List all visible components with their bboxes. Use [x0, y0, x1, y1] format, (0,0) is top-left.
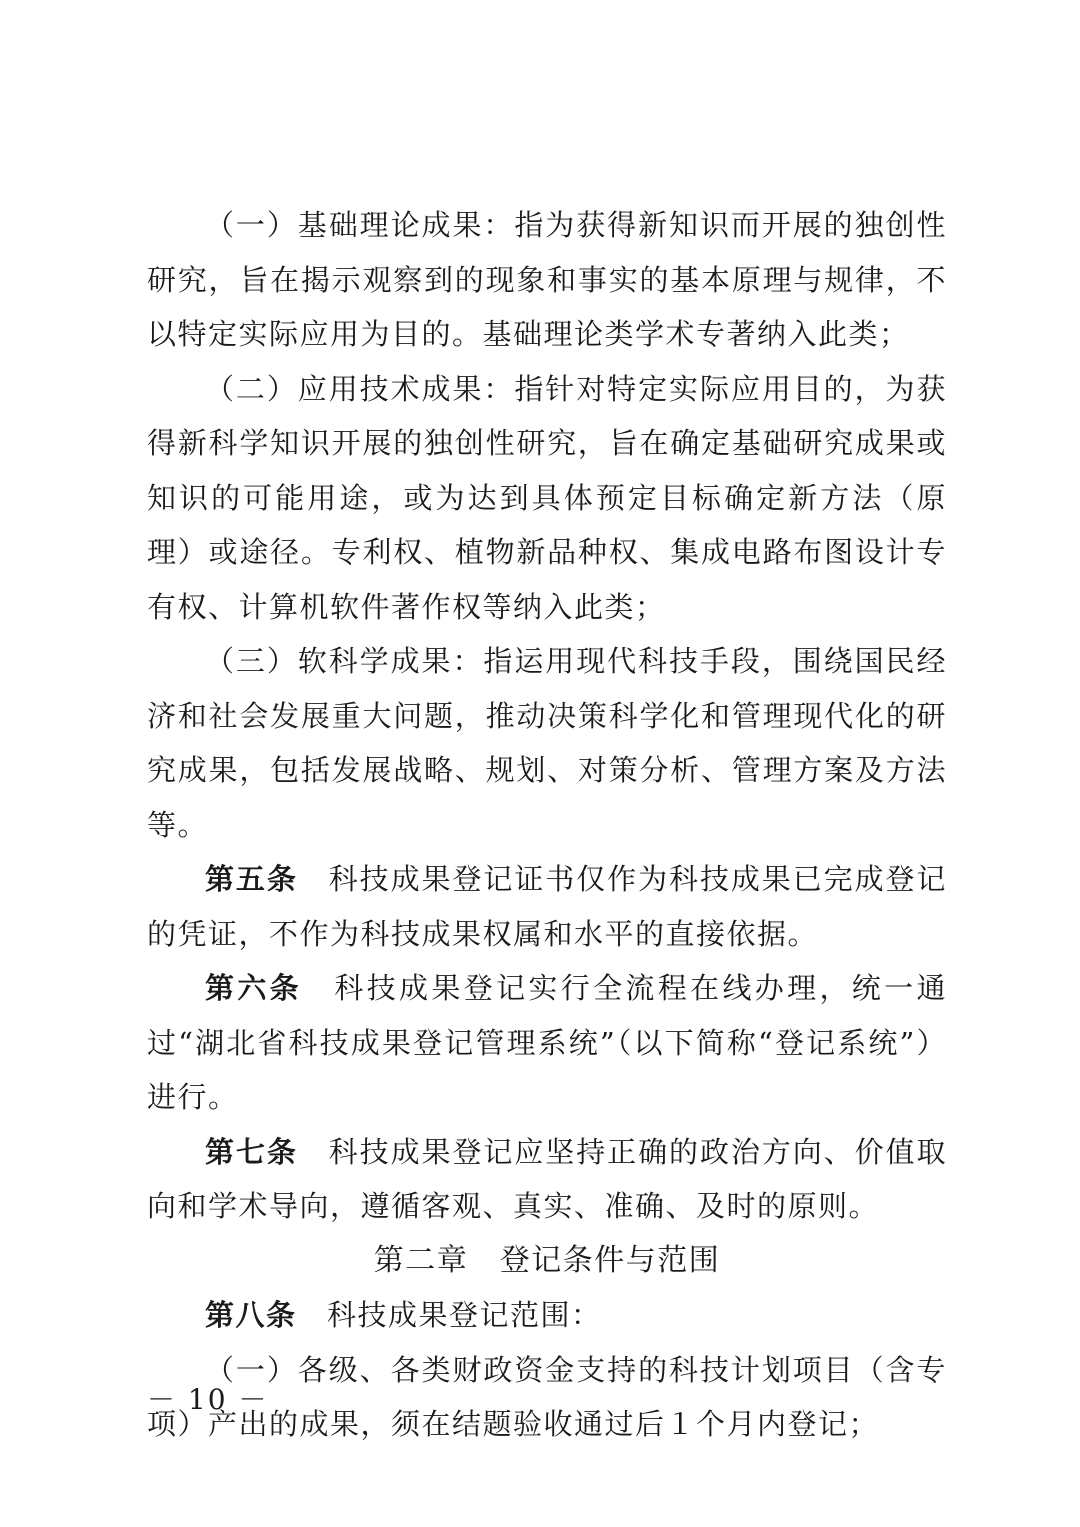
article-7-lead: 第七条 — [205, 1134, 298, 1169]
article-7 — [147, 1125, 947, 1234]
article-8 — [147, 1288, 947, 1343]
paragraph-basic-theory: （一）基础理论成果：指为获得新知识而开展的独创性研究，旨在揭示观察到的现象和事实的基本原理与规律，不以特定实际应用为目的。基础理论类学术专著纳入此类； — [147, 208, 947, 351]
article-7-spacer — [298, 1135, 329, 1169]
page-number: － 10 － — [147, 1383, 269, 1416]
article-7-text: 科技成果登记应坚持正确的政治方向、价值取向和学术导向，遵循客观、真实、准确、及时的原则。 — [147, 1134, 947, 1223]
article-8-spacer — [297, 1298, 328, 1332]
article-5-text: 科技成果登记证书仅作为科技成果已完成登记的凭证，不作为科技成果权属和水平的直接依据。 — [147, 862, 947, 951]
article-8-item-1: （一）各级、各类财政资金支持的科技计划项目（含专项）产出的成果，须在结题验收通过后１个月内登记； — [147, 1352, 947, 1441]
article-8-lead: 第八条 — [205, 1298, 297, 1332]
article-5-spacer — [298, 862, 329, 896]
article-6 — [147, 961, 947, 1125]
chapter-title: 第二章 登记条件与范围 — [373, 1242, 721, 1278]
article-6-spacer — [302, 971, 334, 1005]
article-5 — [147, 852, 947, 961]
article-8-text: 科技成果登记范围： — [327, 1298, 602, 1332]
article-6-text: 科技成果登记实行全流程在线办理，统一通过“湖北省科技成果登记管理系统”（以下简称“登记系统”）进行。 — [147, 971, 947, 1114]
article-5-lead: 第五条 — [205, 862, 298, 896]
paragraph-applied-tech: （二）应用技术成果：指针对特定实际应用目的，为获得新科学知识开展的独创性研究，旨在确定基础研究成果或知识的可能用途，或为达到具体预定目标确定新方法（原理）或途径。专利权、植物新品种权、集成电路布图设计专有权、计算机软件著作权等纳入此类； — [147, 371, 947, 624]
paragraph-soft-science: （三）软科学成果：指运用现代科技手段，围绕国民经济和社会发展重大问题，推动决策科学化和管理现代化的研究成果，包括发展战略、规划、对策分析、管理方案及方法等。 — [147, 644, 947, 842]
document-body — [147, 198, 947, 1452]
article-6-lead: 第六条 — [205, 971, 303, 1005]
